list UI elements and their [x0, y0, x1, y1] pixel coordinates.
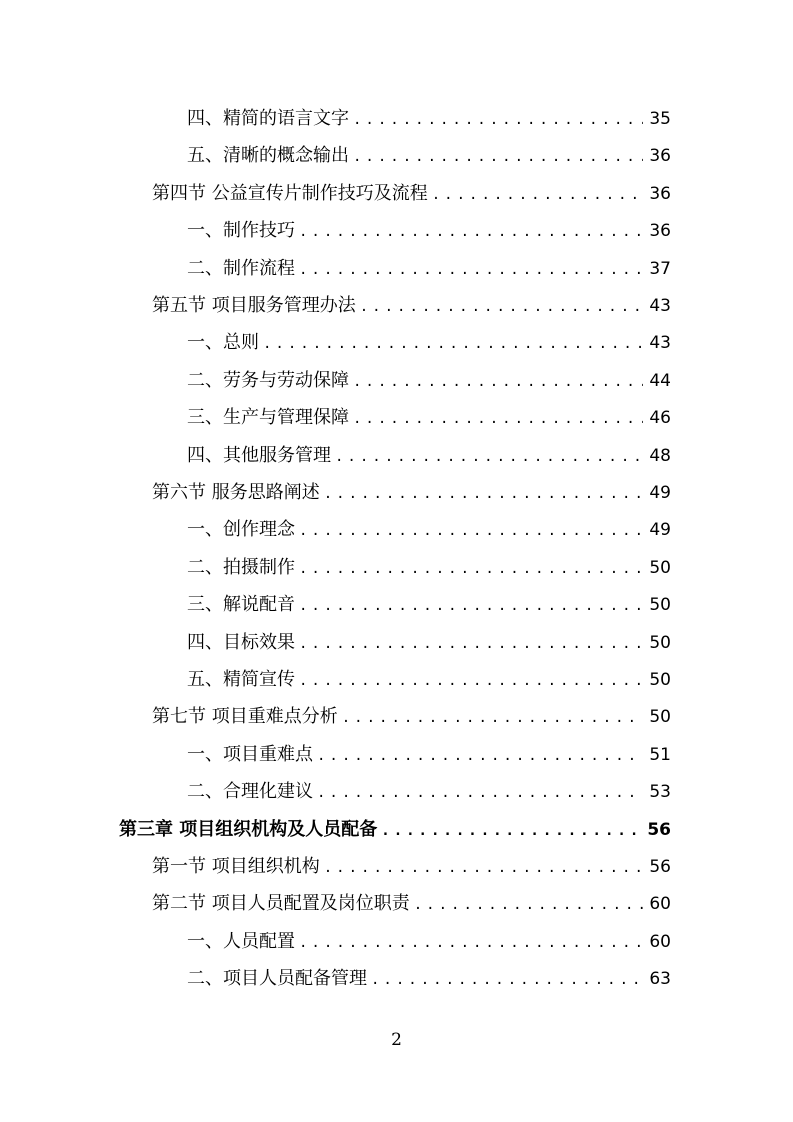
dot-leader — [299, 513, 643, 550]
toc-entry-page: 50 — [649, 633, 671, 653]
dot-leader — [324, 850, 644, 887]
toc-entry-page: 56 — [647, 820, 671, 840]
toc-entry-title: 一、项目重难点 — [187, 744, 313, 765]
toc-entry[interactable] — [187, 624, 671, 661]
toc-entry[interactable] — [187, 100, 671, 137]
dot-leader — [353, 364, 643, 401]
dot-leader — [317, 738, 643, 775]
toc-entry[interactable] — [187, 250, 671, 287]
dot-leader — [299, 214, 643, 251]
toc-entry-page: 35 — [649, 109, 671, 129]
toc-entry-page: 36 — [649, 184, 671, 204]
toc-entry[interactable] — [187, 362, 671, 399]
toc-entry-title: 三、解说配音 — [187, 594, 295, 615]
toc-entry-page: 49 — [649, 483, 671, 503]
dot-leader — [353, 401, 643, 438]
toc-entry[interactable] — [119, 811, 671, 848]
toc-entry-page: 60 — [649, 894, 671, 914]
toc-entry-title: 五、清晰的概念输出 — [187, 145, 349, 166]
toc-entry-page: 43 — [649, 333, 671, 353]
toc-entry-page: 63 — [649, 969, 671, 989]
toc-entry-title: 一、人员配置 — [187, 931, 295, 952]
toc-entry-page: 50 — [649, 595, 671, 615]
toc-entry-page: 50 — [649, 558, 671, 578]
toc-entry-page: 36 — [649, 146, 671, 166]
toc-entry[interactable] — [187, 212, 671, 249]
dot-leader — [353, 102, 643, 139]
toc-entry-title: 四、目标效果 — [187, 632, 295, 653]
toc-entry-title: 二、项目人员配备管理 — [187, 968, 367, 989]
dot-leader — [335, 439, 643, 476]
toc-entry-title: 第二节 项目人员配置及岗位职责 — [152, 893, 410, 914]
toc-entry-title: 三、生产与管理保障 — [187, 407, 349, 428]
toc-entry-page: 37 — [649, 259, 671, 279]
dot-leader — [381, 813, 641, 850]
dot-leader — [299, 551, 643, 588]
toc-entry-page: 51 — [649, 745, 671, 765]
toc-entry-page: 50 — [649, 707, 671, 727]
dot-leader — [353, 139, 643, 176]
toc-entry-title: 第七节 项目重难点分析 — [152, 706, 338, 727]
toc-entry[interactable] — [187, 137, 671, 174]
dot-leader — [299, 626, 643, 663]
toc-entry-page: 53 — [649, 782, 671, 802]
toc-entry-title: 一、制作技巧 — [187, 220, 295, 241]
toc-entry[interactable] — [187, 960, 671, 997]
dot-leader — [299, 663, 643, 700]
toc-entry-title: 第五节 项目服务管理办法 — [152, 295, 356, 316]
toc-entry[interactable] — [152, 698, 671, 735]
toc-entry-page: 60 — [649, 932, 671, 952]
toc-entry[interactable] — [187, 511, 671, 548]
toc-entry-title: 二、制作流程 — [187, 258, 295, 279]
dot-leader — [360, 289, 644, 326]
toc-entry-title: 二、合理化建议 — [187, 781, 313, 802]
toc-entry-page: 36 — [649, 221, 671, 241]
toc-entry-title: 四、精简的语言文字 — [187, 108, 349, 129]
toc-entry-title: 第四节 公益宣传片制作技巧及流程 — [152, 183, 428, 204]
toc-entry[interactable] — [152, 848, 671, 885]
toc-entry-page: 56 — [649, 857, 671, 877]
dot-leader — [299, 588, 643, 625]
toc-entry-page: 49 — [649, 520, 671, 540]
toc-entry[interactable] — [152, 885, 671, 922]
dot-leader — [342, 700, 644, 737]
toc-entry-page: 50 — [649, 670, 671, 690]
dot-leader — [299, 252, 643, 289]
toc-entry-title: 第三章 项目组织机构及人员配备 — [119, 819, 378, 840]
toc-entry[interactable] — [152, 474, 671, 511]
toc-entry[interactable] — [152, 175, 671, 212]
toc-entry[interactable] — [187, 736, 671, 773]
toc-entry[interactable] — [187, 586, 671, 623]
toc-entry[interactable] — [187, 399, 671, 436]
toc-entry[interactable] — [187, 923, 671, 960]
dot-leader — [299, 925, 643, 962]
toc-entry-title: 五、精简宣传 — [187, 669, 295, 690]
toc-entry[interactable] — [187, 324, 671, 361]
toc-entry[interactable] — [152, 287, 671, 324]
toc-entry-title: 二、拍摄制作 — [187, 557, 295, 578]
toc-entry-title: 一、创作理念 — [187, 519, 295, 540]
toc-entry[interactable] — [187, 661, 671, 698]
toc-entry[interactable] — [187, 549, 671, 586]
page-number: 2 — [391, 1030, 402, 1050]
toc-entry-title: 第六节 服务思路阐述 — [152, 482, 320, 503]
toc-entry-title: 四、其他服务管理 — [187, 445, 331, 466]
toc-entry-title: 二、劳务与劳动保障 — [187, 370, 349, 391]
toc-entry-title: 第一节 项目组织机构 — [152, 856, 320, 877]
toc-entry-page: 44 — [649, 371, 671, 391]
toc-entry-page: 43 — [649, 296, 671, 316]
dot-leader — [432, 177, 644, 214]
dot-leader — [263, 326, 643, 363]
toc-entry-page: 48 — [649, 446, 671, 466]
toc-entry[interactable] — [187, 437, 671, 474]
dot-leader — [414, 887, 644, 924]
toc-entry-page: 46 — [649, 408, 671, 428]
toc-entry[interactable] — [187, 773, 671, 810]
toc-entry-title: 一、总则 — [187, 332, 259, 353]
dot-leader — [324, 476, 644, 513]
dot-leader — [317, 775, 643, 812]
dot-leader — [371, 962, 643, 999]
